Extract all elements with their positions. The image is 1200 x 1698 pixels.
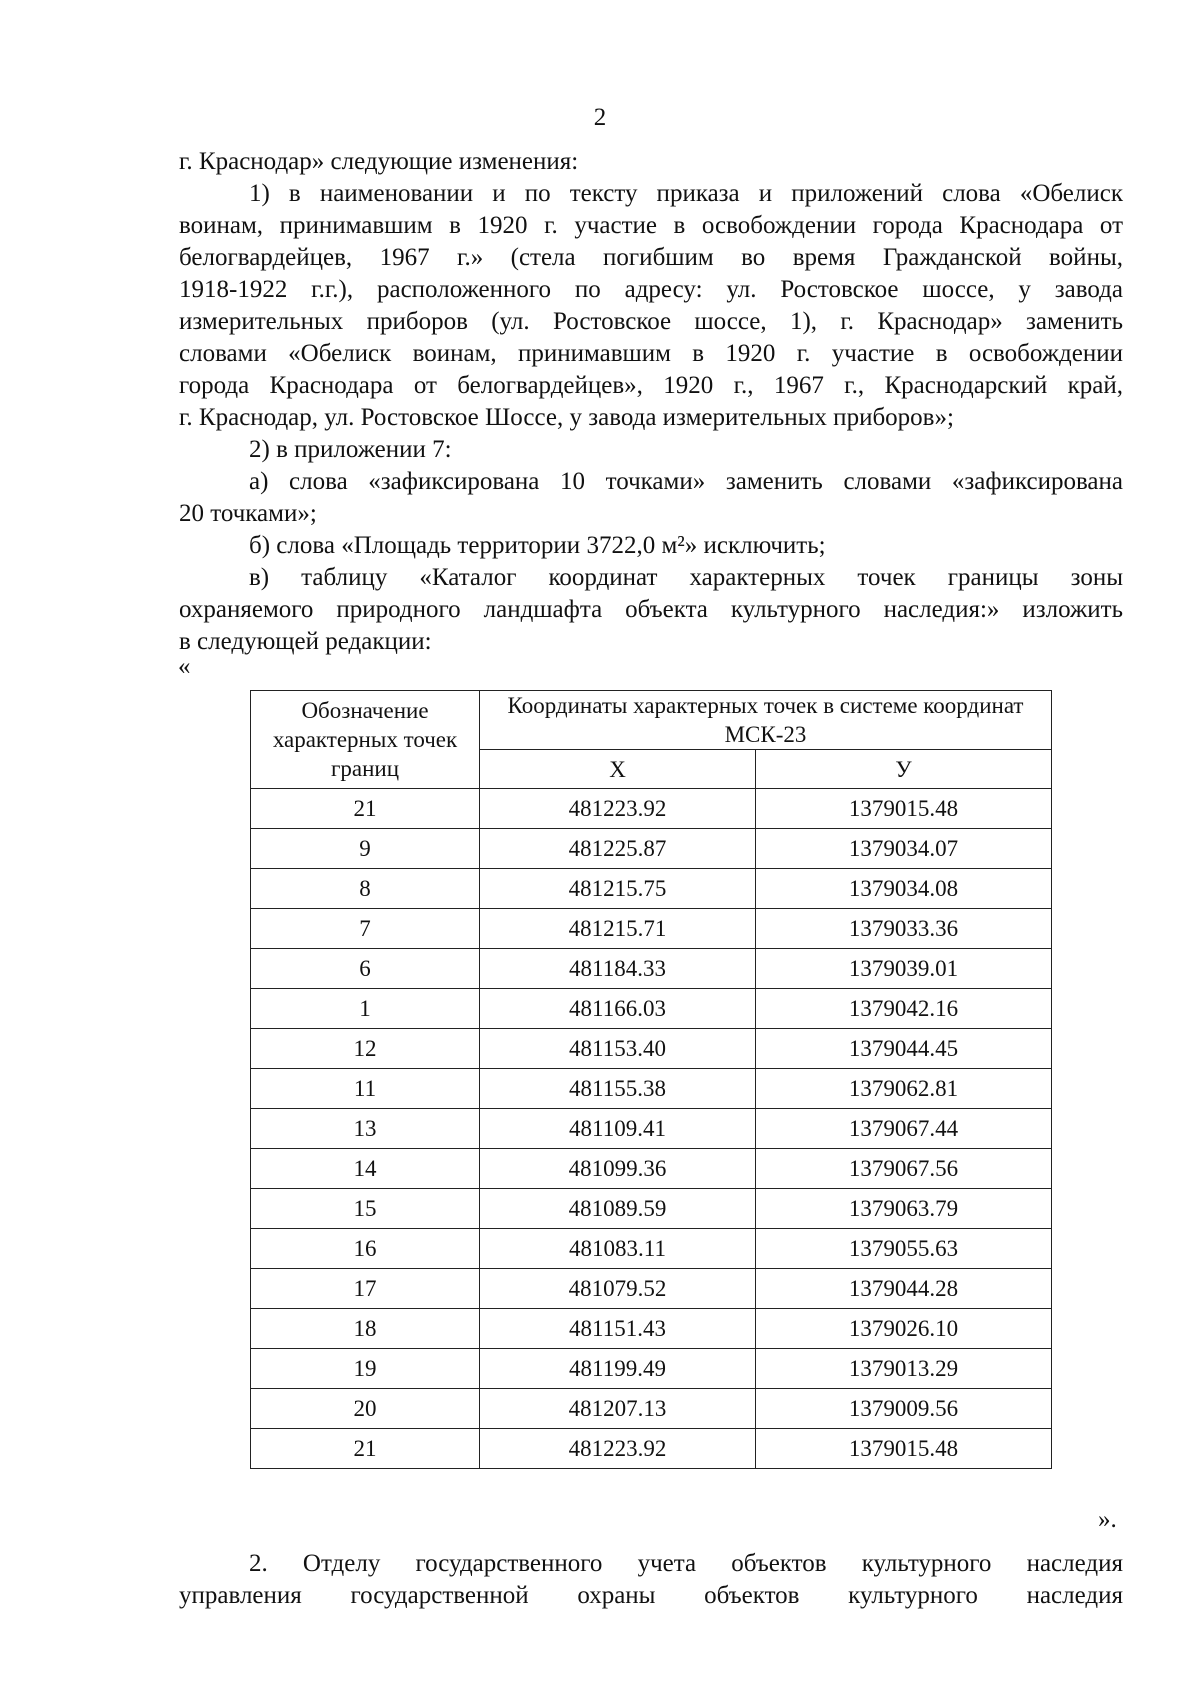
text-line: 20 точками»; <box>179 500 317 527</box>
text-line: г. Краснодар, ул. Ростовское Шоссе, у завода измерительных приборов»; <box>179 404 954 431</box>
table-row <box>251 869 1052 909</box>
cell-y: 1379034.07 <box>756 829 1052 869</box>
cell-point-number: 17 <box>251 1269 480 1309</box>
open-quote: « <box>178 653 191 680</box>
cell-y: 1379062.81 <box>756 1069 1052 1109</box>
table-row <box>251 1029 1052 1069</box>
table-row <box>251 1109 1052 1149</box>
table-row <box>251 829 1052 869</box>
cell-y: 1379055.63 <box>756 1229 1052 1269</box>
table-row <box>251 949 1052 989</box>
table-row <box>251 1389 1052 1429</box>
cell-x: 481153.40 <box>480 1029 756 1069</box>
table-header-row <box>251 691 1052 750</box>
cell-y: 1379034.08 <box>756 869 1052 909</box>
paragraph-intro: г. Краснодар» следующие изменения: <box>179 148 579 175</box>
cell-y: 1379015.48 <box>756 789 1052 829</box>
cell-x: 481215.75 <box>480 869 756 909</box>
text-line: в следующей редакции: <box>179 628 432 655</box>
paragraph-item-b: б) слова «Площадь территории 3722,0 м²» исключить; <box>249 532 826 559</box>
cell-y: 1379015.48 <box>756 1429 1052 1469</box>
cell-x: 481151.43 <box>480 1309 756 1349</box>
text-line: измерительных приборов (ул. Ростовское шоссе, 1), г. Краснодар» заменить <box>179 308 1123 335</box>
cell-x: 481079.52 <box>480 1269 756 1309</box>
cell-x: 481223.92 <box>480 789 756 829</box>
table-row <box>251 1349 1052 1389</box>
cell-y: 1379067.44 <box>756 1109 1052 1149</box>
paragraph-item-2: 2) в приложении 7: <box>249 436 452 463</box>
cell-point-number: 12 <box>251 1029 480 1069</box>
table-row <box>251 1069 1052 1109</box>
text-line: воинам, принимавшим в 1920 г. участие в освобождении города Краснодара от <box>179 212 1123 239</box>
text-line: словами «Обелиск воинам, принимавшим в 1920 г. участие в освобождении <box>179 340 1123 367</box>
cell-point-number: 14 <box>251 1149 480 1189</box>
cell-x: 481155.38 <box>480 1069 756 1109</box>
table-row <box>251 1429 1052 1469</box>
table-row <box>251 989 1052 1029</box>
header-coordinates-group: Координаты характерных точек в системе координат МСК-23 <box>480 691 1052 750</box>
cell-point-number: 15 <box>251 1189 480 1229</box>
cell-y: 1379013.29 <box>756 1349 1052 1389</box>
cell-x: 481184.33 <box>480 949 756 989</box>
cell-x: 481215.71 <box>480 909 756 949</box>
text-line: 1) в наименовании и по тексту приказа и приложений слова «Обелиск <box>249 180 1123 207</box>
cell-x: 481166.03 <box>480 989 756 1029</box>
header-x: X <box>480 750 756 789</box>
table-row <box>251 1149 1052 1189</box>
header-y: У <box>756 750 1052 789</box>
text-line: охраняемого природного ландшафта объекта культурного наследия:» изложить <box>179 596 1123 623</box>
cell-point-number: 21 <box>251 789 480 829</box>
cell-point-number: 9 <box>251 829 480 869</box>
cell-y: 1379067.56 <box>756 1149 1052 1189</box>
cell-y: 1379009.56 <box>756 1389 1052 1429</box>
cell-x: 481089.59 <box>480 1189 756 1229</box>
header-point-designation: Обозначение характерных точек границ <box>251 691 480 789</box>
table-row <box>251 1269 1052 1309</box>
cell-x: 481109.41 <box>480 1109 756 1149</box>
coordinates-table <box>250 690 1052 1469</box>
cell-x: 481223.92 <box>480 1429 756 1469</box>
text-line: а) слова «зафиксирована 10 точками» заменить словами «зафиксирована <box>249 468 1123 495</box>
table-row <box>251 909 1052 949</box>
cell-point-number: 21 <box>251 1429 480 1469</box>
cell-x: 481083.11 <box>480 1229 756 1269</box>
cell-point-number: 19 <box>251 1349 480 1389</box>
text-line: в) таблицу «Каталог координат характерных точек границы зоны <box>249 564 1123 591</box>
cell-point-number: 16 <box>251 1229 480 1269</box>
text-line: города Краснодара от белогвардейцев», 1920 г., 1967 г., Краснодарский край, <box>179 372 1123 399</box>
cell-point-number: 6 <box>251 949 480 989</box>
cell-point-number: 7 <box>251 909 480 949</box>
cell-point-number: 20 <box>251 1389 480 1429</box>
text-line: белогвардейцев, 1967 г.» (стела погибшим во время Гражданской войны, <box>179 244 1123 271</box>
cell-y: 1379033.36 <box>756 909 1052 949</box>
cell-y: 1379042.16 <box>756 989 1052 1029</box>
close-quote: ». <box>1098 1506 1117 1533</box>
cell-point-number: 18 <box>251 1309 480 1349</box>
cell-y: 1379044.28 <box>756 1269 1052 1309</box>
cell-x: 481099.36 <box>480 1149 756 1189</box>
cell-point-number: 1 <box>251 989 480 1029</box>
text-line: управления государственной охраны объектов культурного наследия <box>179 1582 1123 1609</box>
text-line: 2. Отделу государственного учета объектов культурного наследия <box>249 1550 1123 1577</box>
cell-x: 481225.87 <box>480 829 756 869</box>
table-row <box>251 1229 1052 1269</box>
cell-y: 1379039.01 <box>756 949 1052 989</box>
page-number: 2 <box>593 104 607 131</box>
cell-point-number: 11 <box>251 1069 480 1109</box>
cell-y: 1379063.79 <box>756 1189 1052 1229</box>
cell-x: 481207.13 <box>480 1389 756 1429</box>
table-row <box>251 789 1052 829</box>
table-row <box>251 1309 1052 1349</box>
text-line: 1918-1922 г.г.), расположенного по адресу: ул. Ростовское шоссе, у завода <box>179 276 1123 303</box>
cell-x: 481199.49 <box>480 1349 756 1389</box>
cell-point-number: 8 <box>251 869 480 909</box>
cell-y: 1379044.45 <box>756 1029 1052 1069</box>
table-row <box>251 1189 1052 1229</box>
cell-y: 1379026.10 <box>756 1309 1052 1349</box>
cell-point-number: 13 <box>251 1109 480 1149</box>
